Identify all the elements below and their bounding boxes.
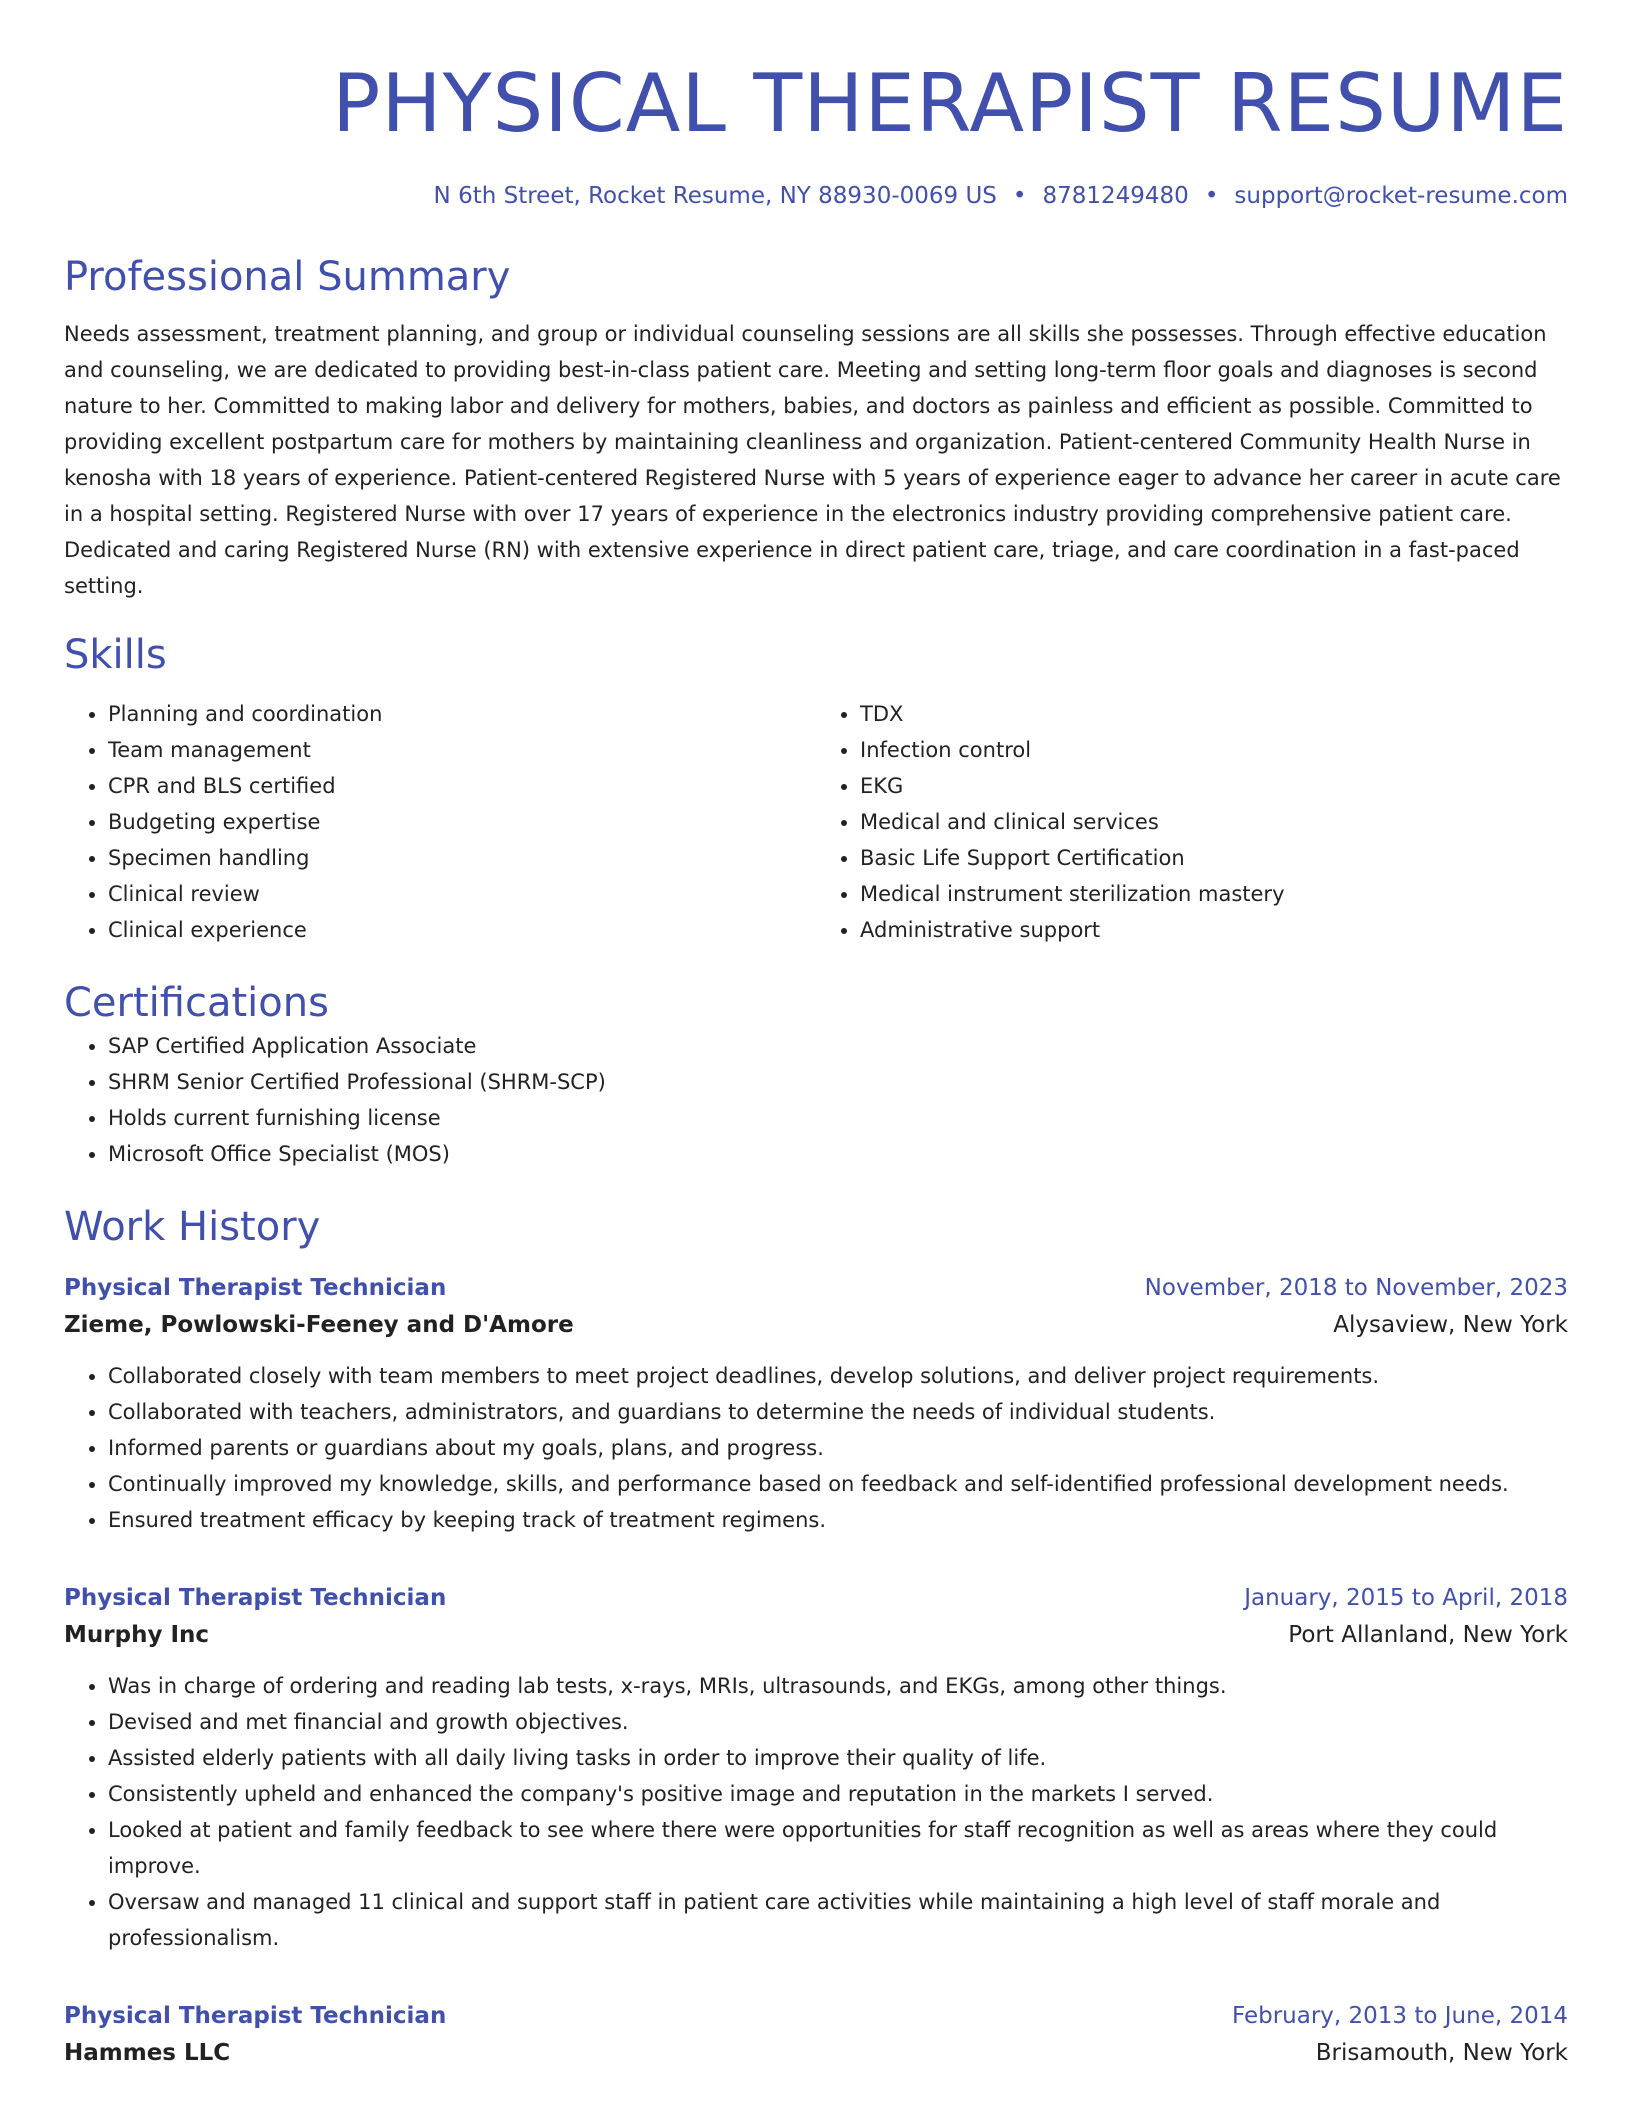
- contact-phone: 8781249480: [1042, 183, 1189, 209]
- job-bullet: • Informed parents or guardians about my goals, plans, and progress.: [108, 1430, 1568, 1466]
- job-dates: November, 2018 to November, 2023: [1144, 1275, 1568, 1301]
- skill-item: • Budgeting expertise: [108, 804, 816, 840]
- job-title: Physical Therapist Technician: [64, 1275, 447, 1301]
- job-company: Zieme, Powlowski-Feeney and D'Amore: [64, 1312, 574, 1338]
- job-company: Murphy Inc: [64, 1622, 210, 1648]
- job-bullet: • Assisted elderly patients with all daily living tasks in order to improve their quality of life.: [108, 1740, 1568, 1776]
- skill-item: • EKG: [860, 768, 1568, 804]
- skills-list-right: [816, 696, 1568, 948]
- job-bullet: • Continually improved my knowledge, skills, and performance based on feedback and self-identified professional development needs.: [108, 1466, 1568, 1502]
- contact-separator: •: [1012, 183, 1027, 209]
- job-company-row: [64, 2034, 1568, 2072]
- job-location: Alysaview, New York: [1333, 1312, 1568, 1338]
- job-location: Port Allanland, New York: [1288, 1622, 1568, 1648]
- certification-item: • Holds current furnishing license: [108, 1100, 1568, 1136]
- skill-item: • Clinical experience: [108, 912, 816, 948]
- job-bullet: • Ensured treatment efficacy by keeping track of treatment regimens.: [108, 1502, 1568, 1538]
- job-bullet: • Collaborated closely with team members to meet project deadlines, develop solutions, and deliver project requirements.: [108, 1358, 1568, 1394]
- job-bullet: • Was in charge of ordering and reading lab tests, x-rays, MRIs, ultrasounds, and EKGs, among other things.: [108, 1668, 1568, 1704]
- skill-item: • Medical instrument sterilization mastery: [860, 876, 1568, 912]
- contact-address: N 6th Street, Rocket Resume, NY 88930-0069 US: [433, 183, 997, 209]
- contact-email: support@rocket-resume.com: [1234, 183, 1568, 209]
- job-title: Physical Therapist Technician: [64, 1585, 447, 1611]
- job-bullet: • Oversaw and managed 11 clinical and support staff in patient care activities while maintaining a high level of staff morale and professionalism.: [108, 1884, 1568, 1956]
- job-entry: [64, 1270, 1568, 1538]
- job-company-row: [64, 1616, 1568, 1654]
- skill-item: • Specimen handling: [108, 840, 816, 876]
- certification-item: • SAP Certified Application Associate: [108, 1028, 1568, 1064]
- job-title: Physical Therapist Technician: [64, 2003, 447, 2029]
- skill-item: • Administrative support: [860, 912, 1568, 948]
- job-bullet: • Consistently upheld and enhanced the company's positive image and reputation in the markets I served.: [108, 1776, 1568, 1812]
- skill-item: • Team management: [108, 732, 816, 768]
- skills-heading: Skills: [64, 632, 167, 678]
- job-bullet: • Collaborated with teachers, administrators, and guardians to determine the needs of individual students.: [108, 1394, 1568, 1430]
- job-company-row: [64, 1306, 1568, 1344]
- job-bullets: [64, 1358, 1568, 1538]
- skill-item: • Infection control: [860, 732, 1568, 768]
- skills-columns: [64, 696, 1568, 948]
- certification-item: • Microsoft Office Specialist (MOS): [108, 1136, 1568, 1172]
- summary-heading: Professional Summary: [64, 254, 511, 300]
- job-dates: January, 2015 to April, 2018: [1244, 1585, 1568, 1611]
- skill-item: • Medical and clinical services: [860, 804, 1568, 840]
- job-entry: [64, 1580, 1568, 1956]
- job-header-row: [64, 1270, 1568, 1306]
- skill-item: • CPR and BLS certified: [108, 768, 816, 804]
- skill-item: • Basic Life Support Certification: [860, 840, 1568, 876]
- job-bullet: • Devised and met financial and growth objectives.: [108, 1704, 1568, 1740]
- resume-page: [64, 0, 1568, 2072]
- certification-item: • SHRM Senior Certified Professional (SHRM-SCP): [108, 1064, 1568, 1100]
- certifications-list: [64, 1028, 1568, 1172]
- job-dates: February, 2013 to June, 2014: [1231, 2003, 1568, 2029]
- job-company: Hammes LLC: [64, 2040, 231, 2066]
- summary-text: Needs assessment, treatment planning, and group or individual counseling sessions are all skills she possesses. Through effective education and counseling, we are dedicated to providing best-in-class patient care. Meeting and setting long-term floor goals and diagnoses is second nature to her. Committed to making labor and delivery for mothers, babies, and doctors as painless and efficient as possible. Committed to providing excellent postpartum care for mothers by maintaining cleanliness and organization. Patient-centered Community Health Nurse in kenosha with 18 years of experience. Patient-centered Registered Nurse with 5 years of experience eager to advance her career in acute care in a hospital setting. Registered Nurse with over 17 years of experience in the electronics industry providing comprehensive patient care. Dedicated and caring Registered Nurse (RN) with extensive experience in direct patient care, triage, and care coordination in a fast-paced setting.: [64, 322, 1561, 598]
- skill-item: • Clinical review: [108, 876, 816, 912]
- job-header-row: [64, 1580, 1568, 1616]
- contact-line: [64, 180, 1568, 212]
- contact-separator: •: [1204, 183, 1219, 209]
- job-entry: [64, 1998, 1568, 2072]
- skill-item: • Planning and coordination: [108, 696, 816, 732]
- skill-item: • TDX: [860, 696, 1568, 732]
- resume-title: PHYSICAL THERAPIST RESUME: [332, 57, 1568, 150]
- work-history-heading: Work History: [64, 1204, 321, 1250]
- certifications-heading: Certifications: [64, 980, 329, 1026]
- skills-list-left: [64, 696, 816, 948]
- job-location: Brisamouth, New York: [1315, 2040, 1568, 2066]
- job-header-row: [64, 1998, 1568, 2034]
- job-bullet: • Looked at patient and family feedback to see where there were opportunities for staff recognition as well as areas where they could improve.: [108, 1812, 1568, 1884]
- job-bullets: [64, 1668, 1568, 1956]
